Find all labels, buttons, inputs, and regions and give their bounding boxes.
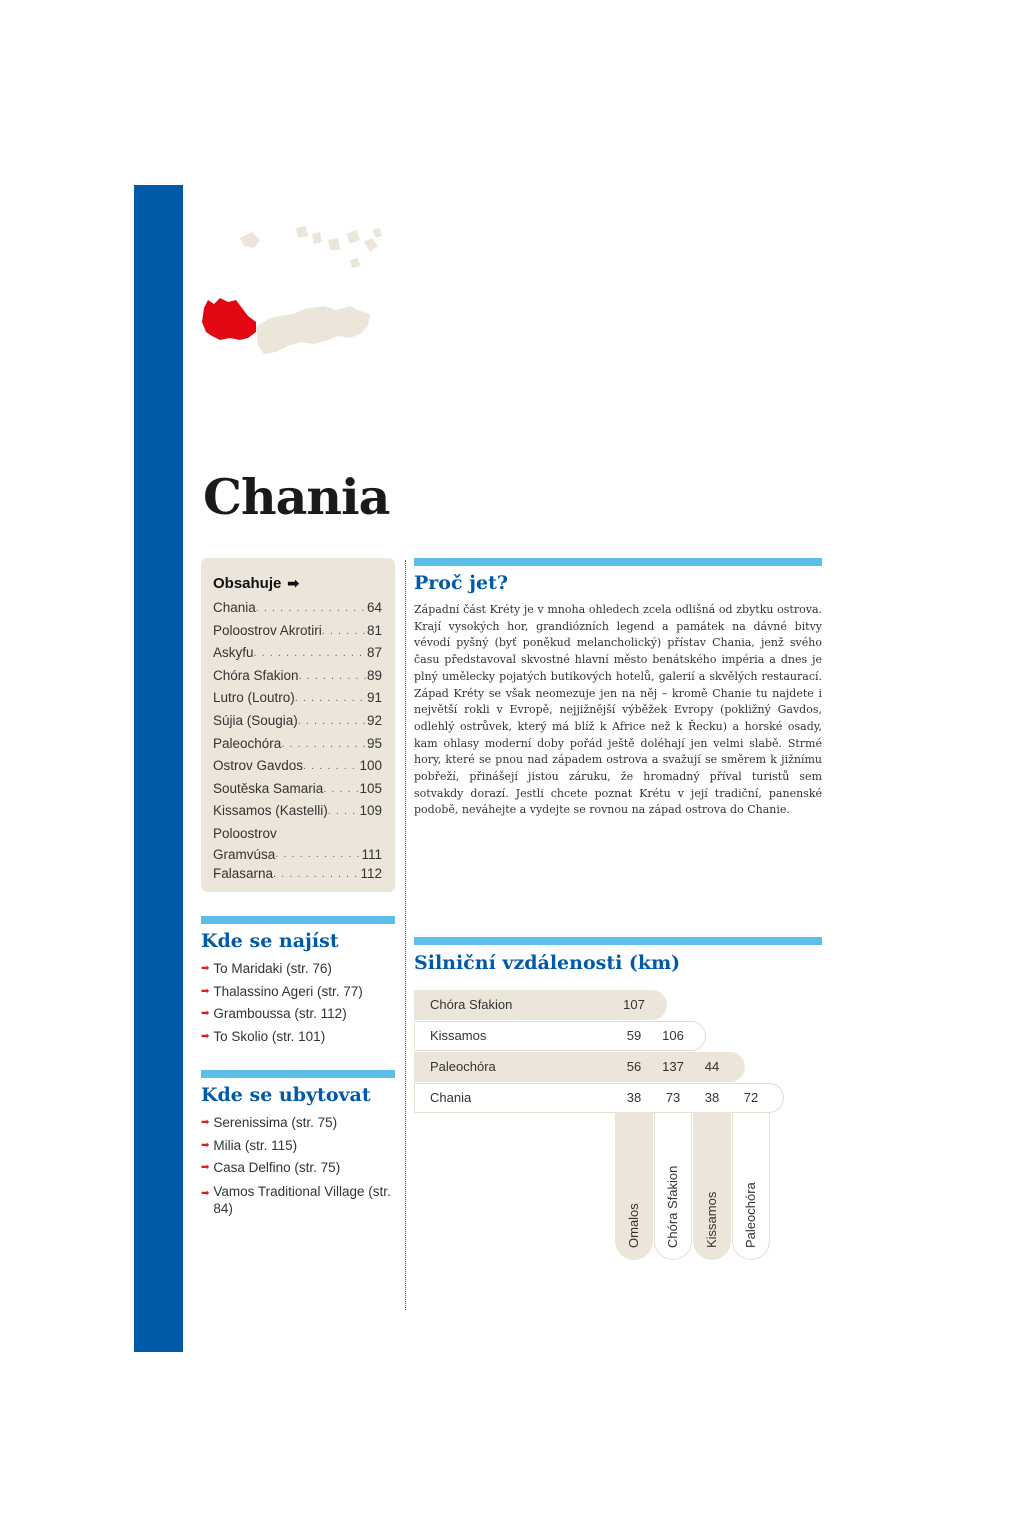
toc-item-name: Sújia (Sougia) <box>213 712 298 728</box>
crete-locator-map <box>200 222 390 372</box>
distance-value: 56 <box>626 1059 642 1074</box>
leader-dots <box>256 597 367 620</box>
stay-list <box>201 1112 395 1217</box>
toc-item[interactable] <box>213 665 382 688</box>
distances-heading: Silniční vzdálenosti (km) <box>414 952 681 974</box>
toc-item[interactable] <box>213 755 382 778</box>
distance-row-label: Chóra Sfakion <box>430 997 513 1012</box>
toc-item[interactable] <box>213 642 382 665</box>
distance-value: 137 <box>662 1059 684 1074</box>
list-item[interactable] <box>201 1112 395 1135</box>
toc-item-name: Gramvúsa <box>213 846 276 862</box>
distance-value: 72 <box>743 1090 759 1105</box>
toc-item-name: Chóra Sfakion <box>213 667 299 683</box>
toc-item[interactable] <box>213 800 382 823</box>
distance-value: 38 <box>626 1090 642 1105</box>
arrow-bullet-icon: ➡ <box>201 1030 210 1042</box>
toc-item[interactable] <box>213 778 382 801</box>
side-color-bar <box>134 185 183 1352</box>
toc-item-name: Kissamos (Kastelli) <box>213 803 328 819</box>
toc-item-name: Chania <box>213 600 256 615</box>
toc-item-page: 64 <box>366 600 382 615</box>
list-item-label: To Skolio (str. 101) <box>213 1028 326 1044</box>
arrow-bullet-icon: ➡ <box>201 1162 210 1174</box>
toc-item[interactable] <box>213 863 382 886</box>
distance-table <box>414 988 794 1248</box>
list-item-label: Milia (str. 115) <box>213 1137 298 1153</box>
column-divider <box>405 560 406 1310</box>
stay-heading: Kde se ubytovat <box>201 1084 371 1106</box>
toc-item-name: Askyfu <box>213 645 254 661</box>
list-item[interactable] <box>201 1026 395 1049</box>
leader-dots <box>295 687 367 710</box>
distance-row-label: Paleochóra <box>430 1059 496 1074</box>
toc-item-name-line1: Poloostrov <box>213 825 277 841</box>
toc-item[interactable] <box>213 687 382 710</box>
distances-bar <box>414 937 822 945</box>
toc-item[interactable] <box>213 710 382 733</box>
toc-item-page: 89 <box>366 667 382 683</box>
arrow-bullet-icon: ➡ <box>201 985 210 997</box>
leader-dots <box>281 733 367 756</box>
distance-row-label: Chania <box>430 1090 472 1105</box>
why-go-text: Západní část Kréty je v mnoha ohledech zcela odlišná od zbytku ostrova. Krají vysokých hor, grandiózních legend a památek na dávné bitvy vévodí pyšný (byť poněkud melancholický) přístav Chania, jenž svého času představoval skvostné hlavní město benátského impéria a dnes je plný umělecky pojatých butikových hotelů, galerií a skvělých restaurací. Západ Kréty se však neomezuje jen na něj – kromě Chanie tu najdete i největší rokli v Evropě, nejjižnější výběžek Evropy (pokližný Gavdos, odlehlý ostrůvek, který má blíž k Africe než k Řecku) a horské osady, kam ohlasy moderní doby pořád ještě doléhají jen velmi slabě. Strmé hory, které se pnou nad západem ostrova a svažují se směrem k jižnímu pobřeží, přinášejí jistou záruku, že hromadný příval turistů sem sotvakdy dorazí. Jestli chcete poznat Krétu v její tradiční, panenské podobě, neváhejte a vydejte se rovnou na západ ostrova do Chanie. <box>414 603 822 817</box>
arrow-bullet-icon: ➡ <box>201 963 210 974</box>
list-item[interactable] <box>201 958 395 981</box>
toc-item[interactable] <box>213 620 382 643</box>
toc-item[interactable] <box>213 733 382 756</box>
eat-heading: Kde se najíst <box>201 930 339 952</box>
toc-item-page: 95 <box>366 735 382 751</box>
toc-item-name: Ostrov Gavdos <box>213 758 304 774</box>
chania-region-highlight <box>202 298 256 340</box>
distance-value: 73 <box>665 1090 681 1105</box>
contents-list <box>213 597 382 886</box>
list-item[interactable] <box>201 1003 395 1026</box>
toc-item-name: Poloostrov Akrotiri <box>213 622 322 638</box>
list-item-label: Vamos Traditional Village (str. 84) <box>213 1183 391 1216</box>
toc-item-name: Paleochóra <box>213 735 282 751</box>
stay-bar <box>201 1070 395 1078</box>
arrow-bullet-icon: ➡ <box>201 1117 210 1128</box>
distance-value: 38 <box>704 1090 720 1105</box>
distance-value: 59 <box>626 1028 642 1043</box>
toc-item[interactable] <box>213 846 382 863</box>
leader-dots <box>323 778 359 801</box>
list-item[interactable] <box>201 1135 395 1158</box>
leader-dots <box>299 665 367 688</box>
toc-item-page: 100 <box>359 758 382 774</box>
toc-item-page: 91 <box>366 690 382 706</box>
distance-column-label: Omalos <box>626 1203 641 1248</box>
distance-value: 106 <box>662 1028 684 1043</box>
arrow-right-icon: ➡ <box>287 575 300 591</box>
leader-dots <box>328 800 360 823</box>
toc-item-name: Falasarna <box>213 865 274 881</box>
list-item[interactable] <box>201 1180 395 1217</box>
toc-item-page: 109 <box>359 803 382 819</box>
distance-column-label: Kissamos <box>704 1191 719 1248</box>
toc-item-name: Soutěska Samaria <box>213 780 324 796</box>
leader-dots <box>322 620 367 643</box>
arrow-bullet-icon: ➡ <box>201 1139 210 1151</box>
toc-item-page: 111 <box>361 846 382 862</box>
list-item-label: To Maridaki (str. 76) <box>213 961 332 976</box>
list-item-label: Casa Delfino (str. 75) <box>213 1160 341 1176</box>
distance-column-label: Chóra Sfakion <box>665 1165 680 1248</box>
contents-heading: Obsahuje ➡ <box>213 575 300 592</box>
distance-column-label: Paleochóra <box>743 1182 758 1248</box>
contents-box <box>201 558 395 892</box>
list-item[interactable] <box>201 1157 395 1180</box>
toc-item-page: 87 <box>366 645 382 661</box>
list-item-label: Thalassino Ageri (str. 77) <box>213 983 363 999</box>
toc-item-page: 81 <box>366 622 382 638</box>
distance-row-label: Kissamos <box>430 1028 487 1043</box>
eat-bar <box>201 916 395 924</box>
leader-dots <box>303 755 359 778</box>
list-item-label: Gramboussa (str. 112) <box>213 1006 347 1022</box>
chapter-title: Chania <box>203 468 390 526</box>
distance-value: 44 <box>704 1059 720 1074</box>
leader-dots <box>273 863 360 886</box>
eat-list <box>201 958 395 1048</box>
leader-dots <box>275 846 361 863</box>
leader-dots <box>298 710 367 733</box>
toc-item-name: Lutro (Loutro) <box>213 690 295 706</box>
toc-item-page: 92 <box>366 712 382 728</box>
toc-item-page: 112 <box>360 865 382 881</box>
distance-value: 107 <box>623 997 645 1012</box>
why-go-bar <box>414 558 822 566</box>
toc-item[interactable] <box>213 597 382 620</box>
arrow-bullet-icon: ➡ <box>201 1187 210 1199</box>
why-go-heading: Proč jet? <box>414 572 509 594</box>
list-item-label: Serenissima (str. 75) <box>213 1115 338 1130</box>
toc-item-page: 105 <box>359 780 382 796</box>
arrow-bullet-icon: ➡ <box>201 1008 210 1020</box>
list-item[interactable] <box>201 981 395 1004</box>
leader-dots <box>254 642 367 665</box>
